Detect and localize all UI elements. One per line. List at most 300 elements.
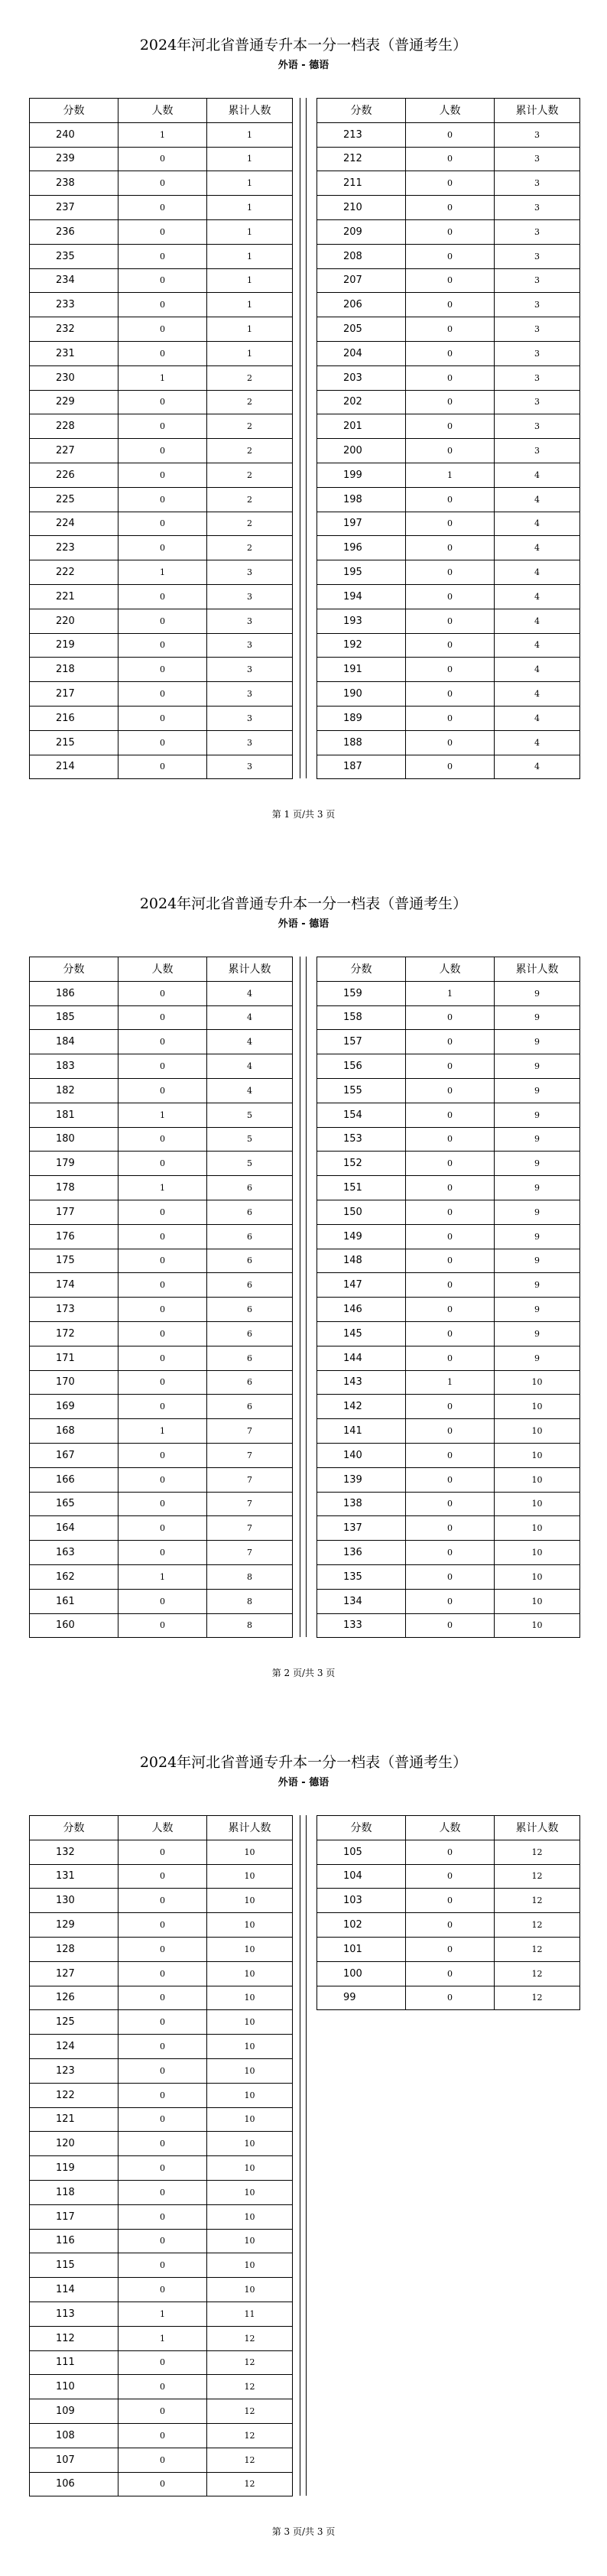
count-cell: 0 [118,2253,207,2278]
cumulative-cell: 3 [207,658,293,682]
score-cell: 234 [30,268,118,293]
count-cell: 0 [406,755,495,779]
score-cell: 103 [317,1889,406,1913]
score-cell: 239 [30,147,118,171]
cumulative-cell: 9 [495,1249,580,1273]
score-cell: 205 [317,317,406,342]
table-row [317,1273,580,1298]
score-cell: 130 [30,1889,118,1913]
cumulative-cell: 10 [495,1613,580,1638]
score-cell: 133 [317,1613,406,1638]
count-cell: 0 [118,981,207,1005]
score-cell: 177 [30,1200,118,1224]
count-cell: 0 [118,1321,207,1346]
cumulative-cell: 3 [495,147,580,171]
table-row [30,609,293,633]
score-cell: 147 [317,1273,406,1298]
count-cell: 0 [118,219,207,244]
count-cell: 0 [118,1541,207,1565]
table-row [317,122,580,147]
header-row [317,99,580,123]
score-cell: 161 [30,1589,118,1613]
count-cell: 0 [118,2132,207,2156]
cumulative-cell: 10 [207,2180,293,2204]
score-table-right [316,957,580,1638]
score-table-right [316,1815,580,2010]
count-cell: 0 [118,1395,207,1419]
table-row [30,171,293,196]
table-row [30,219,293,244]
column-divider [300,98,307,778]
table-row [317,463,580,487]
cumulative-cell: 3 [207,584,293,609]
table-row [30,633,293,658]
table-row [30,1273,293,1298]
count-cell: 1 [118,1103,207,1127]
score-cell: 160 [30,1613,118,1638]
cumulative-cell: 10 [495,1419,580,1444]
table-row [317,1030,580,1054]
table-row [317,1321,580,1346]
score-cell: 182 [30,1078,118,1103]
score-cell: 127 [30,1961,118,1986]
table-row [317,171,580,196]
table-row [30,317,293,342]
column-header: 分数 [317,99,406,123]
table-row [30,2472,293,2496]
count-cell: 0 [406,196,495,220]
header-row [30,99,293,123]
page-3 [0,1717,607,2576]
cumulative-cell: 2 [207,512,293,536]
score-cell: 213 [317,122,406,147]
score-cell: 237 [30,196,118,220]
count-cell: 0 [118,682,207,707]
cumulative-cell: 12 [207,2350,293,2375]
cumulative-cell: 3 [495,171,580,196]
score-cell: 192 [317,633,406,658]
table-row [30,2423,293,2448]
score-cell: 150 [317,1200,406,1224]
table-row [30,1443,293,1467]
cumulative-cell: 6 [207,1370,293,1395]
count-cell: 0 [406,365,495,390]
table-row [30,2010,293,2035]
score-cell: 206 [317,293,406,317]
table-row [30,1864,293,1889]
count-cell: 0 [118,1224,207,1249]
cumulative-cell: 1 [207,268,293,293]
score-cell: 125 [30,2010,118,2035]
column-header: 分数 [30,99,118,123]
column-header: 人数 [406,99,495,123]
table-row [30,1103,293,1127]
cumulative-cell: 6 [207,1249,293,1273]
score-cell: 119 [30,2156,118,2181]
cumulative-cell: 4 [495,730,580,755]
count-cell: 0 [118,439,207,463]
cumulative-cell: 12 [207,2423,293,2448]
cumulative-cell: 2 [207,487,293,512]
score-cell: 233 [30,293,118,317]
score-cell: 225 [30,487,118,512]
table-row [317,1492,580,1516]
cumulative-cell: 12 [495,1986,580,2010]
table-row [317,1395,580,1419]
cumulative-cell: 2 [207,414,293,439]
score-cell: 221 [30,584,118,609]
table-row [30,414,293,439]
count-cell: 0 [406,1541,495,1565]
table-row [30,706,293,730]
count-cell: 1 [118,2302,207,2326]
table-row [317,1613,580,1638]
count-cell: 0 [118,1516,207,1541]
table-row [30,1224,293,1249]
count-cell: 1 [406,463,495,487]
score-cell: 123 [30,2058,118,2083]
table-row [317,414,580,439]
table-row [30,1961,293,1986]
cumulative-cell: 1 [207,244,293,268]
page-footer: 第 2 页/共 3 页 [271,1668,336,1678]
cumulative-cell: 12 [207,2375,293,2399]
cumulative-cell: 6 [207,1176,293,1200]
cumulative-cell: 10 [207,2083,293,2107]
score-cell: 193 [317,609,406,633]
score-cell: 136 [317,1541,406,1565]
table-row [30,2278,293,2302]
cumulative-cell: 4 [495,609,580,633]
count-cell: 1 [406,1370,495,1395]
cumulative-cell: 6 [207,1346,293,1370]
score-cell: 198 [317,487,406,512]
cumulative-cell: 9 [495,1152,580,1176]
column-header: 累计人数 [495,957,580,982]
score-cell: 228 [30,414,118,439]
cumulative-cell: 9 [495,1030,580,1054]
count-cell: 0 [406,609,495,633]
table-row [317,584,580,609]
column-header: 累计人数 [207,1816,293,1840]
cumulative-cell: 3 [495,341,580,365]
count-cell: 0 [118,2423,207,2448]
column-header: 人数 [406,1816,495,1840]
table-row [317,1370,580,1395]
table-row [317,390,580,414]
table-row [30,2156,293,2181]
cumulative-cell: 5 [207,1103,293,1127]
page-footer: 第 1 页/共 3 页 [271,809,336,820]
table-row [317,1443,580,1467]
score-cell: 200 [317,439,406,463]
score-cell: 195 [317,560,406,585]
page-subtitle: 外语 - 德语 [278,918,329,930]
count-cell: 0 [406,1889,495,1913]
cumulative-cell: 7 [207,1443,293,1467]
cumulative-cell: 3 [495,317,580,342]
table-row [30,341,293,365]
cumulative-cell: 3 [495,414,580,439]
cumulative-cell: 3 [495,293,580,317]
score-cell: 173 [30,1298,118,1322]
count-cell: 0 [406,536,495,560]
score-cell: 153 [317,1127,406,1152]
cumulative-cell: 9 [495,1054,580,1079]
score-cell: 197 [317,512,406,536]
score-cell: 101 [317,1937,406,1961]
count-cell: 0 [118,1054,207,1079]
score-cell: 156 [317,1054,406,1079]
cumulative-cell: 10 [207,2156,293,2181]
count-cell: 0 [118,1200,207,1224]
table-row [30,1370,293,1395]
score-cell: 122 [30,2083,118,2107]
table-row [30,1200,293,1224]
table-row [317,439,580,463]
cumulative-cell: 1 [207,147,293,171]
table-row [30,1492,293,1516]
table-row [30,2035,293,2059]
table-row [317,633,580,658]
score-cell: 107 [30,2448,118,2472]
column-header: 累计人数 [207,99,293,123]
score-cell: 148 [317,1249,406,1273]
cumulative-cell: 10 [207,2278,293,2302]
cumulative-cell: 10 [207,1937,293,1961]
score-cell: 214 [30,755,118,779]
table-row [30,2107,293,2132]
table-row [317,1564,580,1589]
count-cell: 0 [118,2278,207,2302]
table-row [30,487,293,512]
count-cell: 0 [118,341,207,365]
table-row [317,1176,580,1200]
score-cell: 124 [30,2035,118,2059]
cumulative-cell: 3 [207,755,293,779]
cumulative-cell: 3 [207,706,293,730]
count-cell: 0 [406,706,495,730]
table-row [30,536,293,560]
score-cell: 113 [30,2302,118,2326]
cumulative-cell: 3 [495,244,580,268]
count-cell: 0 [406,1127,495,1152]
cumulative-cell: 7 [207,1467,293,1492]
score-cell: 196 [317,536,406,560]
score-cell: 151 [317,1176,406,1200]
count-cell: 0 [406,682,495,707]
cumulative-cell: 3 [495,196,580,220]
score-cell: 215 [30,730,118,755]
cumulative-cell: 8 [207,1613,293,1638]
count-cell: 0 [406,1467,495,1492]
score-cell: 139 [317,1467,406,1492]
count-cell: 0 [118,2229,207,2253]
score-cell: 114 [30,2278,118,2302]
count-cell: 0 [118,1298,207,1322]
table-row [30,1419,293,1444]
table-row [30,584,293,609]
count-cell: 0 [118,1370,207,1395]
cumulative-cell: 3 [207,560,293,585]
score-cell: 99 [317,1986,406,2010]
table-row [30,2326,293,2350]
score-cell: 121 [30,2107,118,2132]
score-cell: 226 [30,463,118,487]
count-cell: 0 [118,487,207,512]
score-cell: 201 [317,414,406,439]
score-cell: 219 [30,633,118,658]
count-cell: 0 [118,293,207,317]
column-header: 人数 [118,99,207,123]
table-row [317,1541,580,1565]
score-cell: 172 [30,1321,118,1346]
cumulative-cell: 11 [207,2302,293,2326]
count-cell: 0 [118,1840,207,1864]
table-row [30,1467,293,1492]
cumulative-cell: 10 [495,1564,580,1589]
cumulative-cell: 4 [207,1078,293,1103]
column-header: 累计人数 [207,957,293,982]
count-cell: 0 [406,122,495,147]
column-header: 分数 [30,1816,118,1840]
cumulative-cell: 1 [207,293,293,317]
column-header: 人数 [406,957,495,982]
cumulative-cell: 10 [495,1370,580,1395]
cumulative-cell: 10 [495,1492,580,1516]
count-cell: 0 [406,244,495,268]
cumulative-cell: 10 [207,1913,293,1938]
table-row [30,2350,293,2375]
score-cell: 208 [317,244,406,268]
score-cell: 154 [317,1103,406,1127]
count-cell: 0 [406,171,495,196]
count-cell: 0 [118,755,207,779]
table-row [30,1395,293,1419]
table-row [30,1589,293,1613]
cumulative-cell: 3 [207,682,293,707]
table-row [317,1913,580,1938]
cumulative-cell: 10 [495,1395,580,1419]
score-cell: 138 [317,1492,406,1516]
score-cell: 149 [317,1224,406,1249]
table-row [30,1321,293,1346]
cumulative-cell: 9 [495,1273,580,1298]
score-cell: 166 [30,1467,118,1492]
count-cell: 0 [406,1200,495,1224]
count-cell: 0 [406,1589,495,1613]
score-cell: 109 [30,2399,118,2424]
count-cell: 0 [406,1298,495,1322]
column-header: 人数 [118,1816,207,1840]
count-cell: 0 [118,390,207,414]
cumulative-cell: 8 [207,1589,293,1613]
score-cell: 181 [30,1103,118,1127]
score-cell: 108 [30,2423,118,2448]
count-cell: 0 [118,1152,207,1176]
cumulative-cell: 4 [495,755,580,779]
table-row [317,1224,580,1249]
count-cell: 0 [118,1961,207,1986]
cumulative-cell: 8 [207,1564,293,1589]
table-row [317,317,580,342]
count-cell: 0 [118,2399,207,2424]
table-row [30,2302,293,2326]
cumulative-cell: 3 [495,390,580,414]
count-cell: 0 [118,1030,207,1054]
table-row [30,2229,293,2253]
count-cell: 0 [406,658,495,682]
count-cell: 0 [118,1864,207,1889]
cumulative-cell: 10 [207,1889,293,1913]
table-row [317,706,580,730]
table-row [30,365,293,390]
count-cell: 0 [118,2035,207,2059]
cumulative-cell: 10 [495,1589,580,1613]
column-header: 累计人数 [495,1816,580,1840]
table-row [30,560,293,585]
score-cell: 164 [30,1516,118,1541]
cumulative-cell: 6 [207,1200,293,1224]
cumulative-cell: 4 [207,981,293,1005]
table-row [30,1152,293,1176]
table-row [30,730,293,755]
score-cell: 186 [30,981,118,1005]
count-cell: 0 [118,584,207,609]
score-cell: 112 [30,2326,118,2350]
table-row [317,1889,580,1913]
cumulative-cell: 4 [495,706,580,730]
table-row [317,1467,580,1492]
cumulative-cell: 7 [207,1419,293,1444]
table-row [317,658,580,682]
score-cell: 212 [317,147,406,171]
table-row [30,147,293,171]
score-cell: 141 [317,1419,406,1444]
score-cell: 167 [30,1443,118,1467]
count-cell: 1 [118,1419,207,1444]
score-cell: 224 [30,512,118,536]
cumulative-cell: 6 [207,1224,293,1249]
cumulative-cell: 6 [207,1273,293,1298]
count-cell: 0 [406,293,495,317]
count-cell: 0 [406,1937,495,1961]
count-cell: 0 [118,2204,207,2229]
score-cell: 129 [30,1913,118,1938]
score-table-left [29,98,293,779]
count-cell: 0 [118,2083,207,2107]
score-cell: 137 [317,1516,406,1541]
count-cell: 0 [118,706,207,730]
count-cell: 0 [118,1589,207,1613]
count-cell: 0 [118,2375,207,2399]
table-row [30,1889,293,1913]
cumulative-cell: 12 [495,1889,580,1913]
score-cell: 168 [30,1419,118,1444]
cumulative-cell: 7 [207,1492,293,1516]
cumulative-cell: 1 [207,196,293,220]
table-row [317,487,580,512]
cumulative-cell: 12 [495,1937,580,1961]
cumulative-cell: 9 [495,981,580,1005]
score-cell: 211 [317,171,406,196]
score-cell: 187 [317,755,406,779]
column-header: 人数 [118,957,207,982]
cumulative-cell: 10 [207,1840,293,1864]
table-row [30,1030,293,1054]
table-row [30,1564,293,1589]
count-cell: 0 [118,1005,207,1030]
